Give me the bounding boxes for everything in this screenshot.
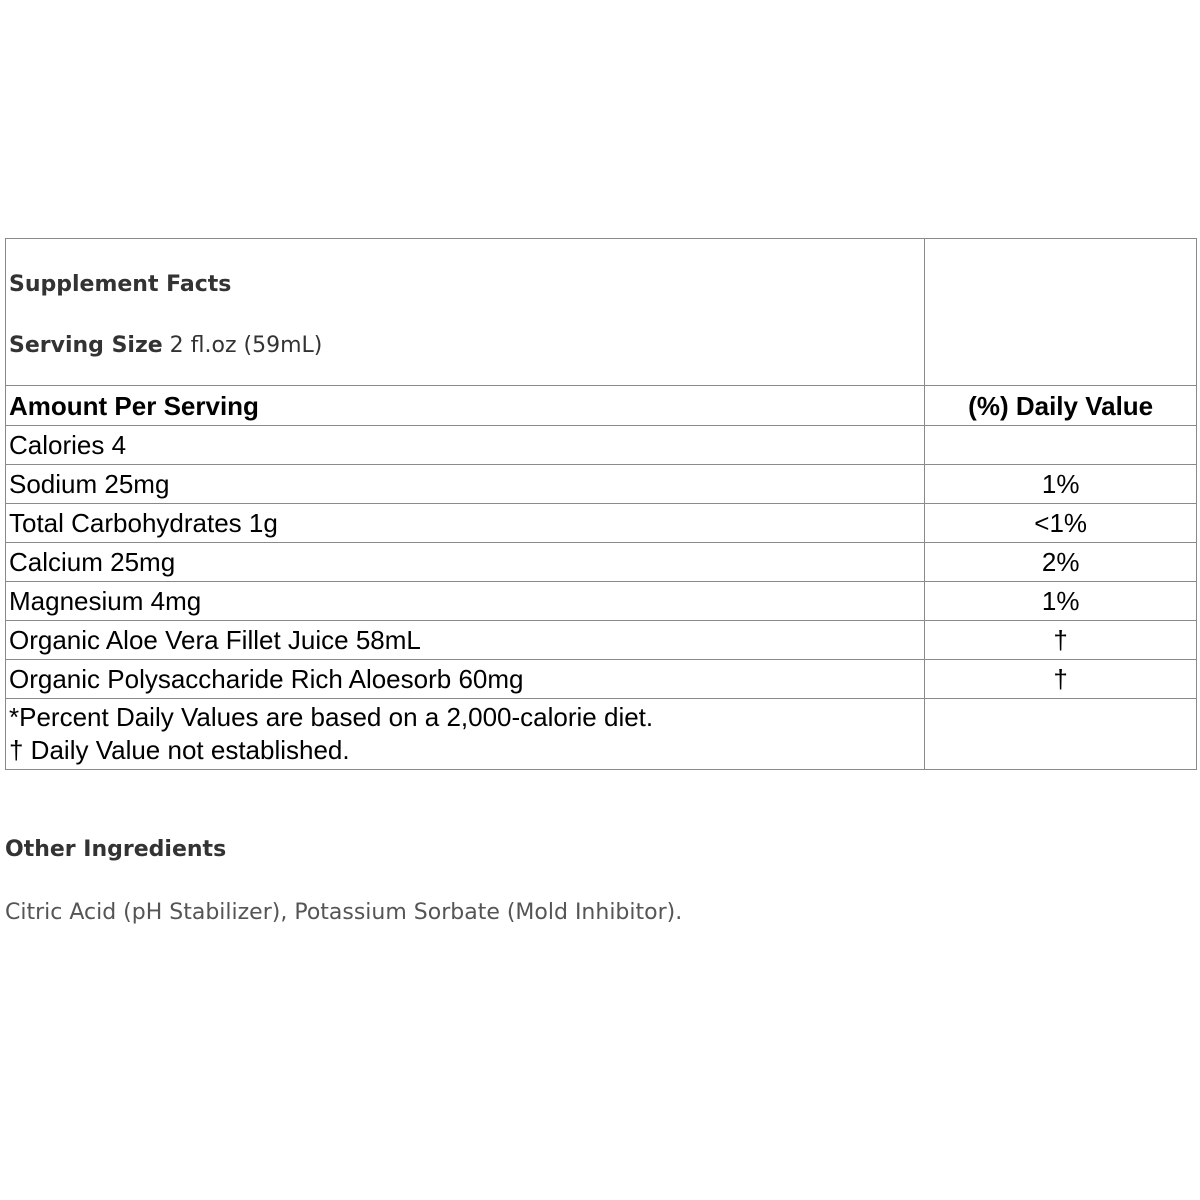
nutrient-name: Organic Polysaccharide Rich Aloesorb 60mg bbox=[6, 660, 925, 699]
serving-size-label: Serving Size bbox=[9, 333, 163, 358]
supplement-facts-table bbox=[5, 238, 1197, 770]
other-ingredients-text: Citric Acid (pH Stabilizer), Potassium Sorbate (Mold Inhibitor). bbox=[5, 900, 683, 925]
table-row bbox=[6, 660, 1197, 699]
daily-value: 1% bbox=[925, 465, 1197, 504]
daily-value-header: (%) Daily Value bbox=[925, 386, 1197, 426]
footnotes-cell bbox=[6, 699, 925, 770]
footnote-row bbox=[6, 699, 1197, 770]
daily-value-not-established-footnote: † Daily Value not established. bbox=[9, 735, 350, 765]
daily-value: † bbox=[925, 660, 1197, 699]
daily-value: 2% bbox=[925, 543, 1197, 582]
facts-heading-cell bbox=[6, 239, 925, 386]
nutrient-name: Sodium 25mg bbox=[6, 465, 925, 504]
table-row bbox=[6, 504, 1197, 543]
serving-size-value: 2 fl.oz (59mL) bbox=[162, 333, 323, 358]
nutrient-name: Calcium 25mg bbox=[6, 543, 925, 582]
table-row bbox=[6, 621, 1197, 660]
facts-heading-empty-cell bbox=[925, 239, 1197, 386]
daily-value: 1% bbox=[925, 582, 1197, 621]
table-row bbox=[6, 582, 1197, 621]
percent-daily-values-footnote: *Percent Daily Values are based on a 2,000-calorie diet. bbox=[9, 702, 654, 732]
nutrient-name: Organic Aloe Vera Fillet Juice 58mL bbox=[6, 621, 925, 660]
table-row bbox=[6, 543, 1197, 582]
serving-size bbox=[9, 332, 924, 360]
nutrient-name: Calories 4 bbox=[6, 426, 925, 465]
nutrient-name: Magnesium 4mg bbox=[6, 582, 925, 621]
other-ingredients-title: Other Ingredients bbox=[5, 837, 227, 862]
nutrient-name: Total Carbohydrates 1g bbox=[6, 504, 925, 543]
supplement-facts-title: Supplement Facts bbox=[9, 272, 232, 297]
amount-per-serving-header: Amount Per Serving bbox=[6, 386, 925, 426]
table-row bbox=[6, 426, 1197, 465]
daily-value bbox=[925, 426, 1197, 465]
column-header-row bbox=[6, 386, 1197, 426]
footnotes-empty-cell bbox=[925, 699, 1197, 770]
daily-value: <1% bbox=[925, 504, 1197, 543]
table-row bbox=[6, 465, 1197, 504]
daily-value: † bbox=[925, 621, 1197, 660]
facts-heading-row bbox=[6, 239, 1197, 386]
